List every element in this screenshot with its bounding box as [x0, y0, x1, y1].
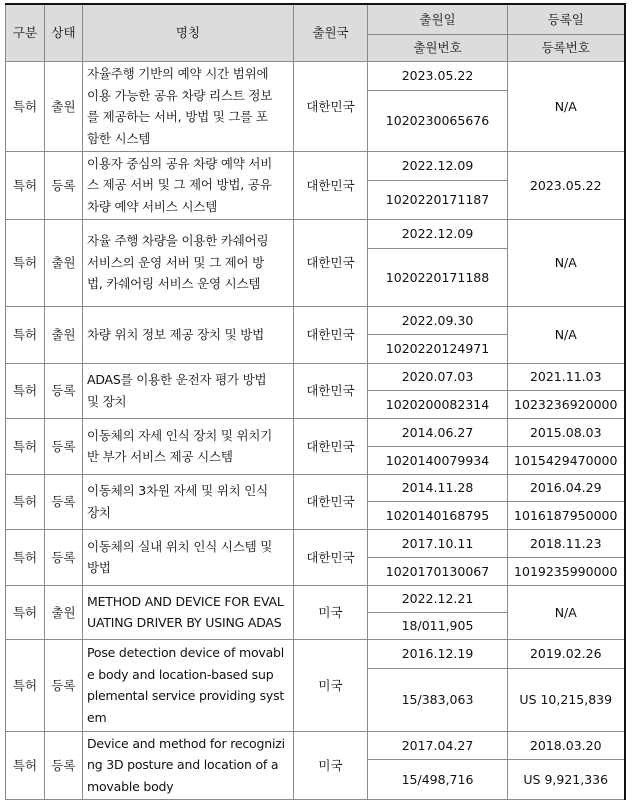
type-cell: 특허	[6, 151, 45, 219]
filing-number-cell: 15/383,063	[368, 668, 508, 731]
title-line: 차량 위치 정보 제공 장치 및 방법	[87, 326, 265, 342]
reg-number-cell: 1023236920000	[508, 390, 625, 418]
title-line: 이용자 중심의 공유 차량 예약 서비	[87, 155, 273, 171]
reg-date-cell: N/A	[508, 306, 625, 363]
header-filing-date: 출원일	[368, 4, 508, 34]
status-cell: 출원	[45, 219, 83, 306]
reg-date-cell: N/A	[508, 61, 625, 151]
reg-number-cell: 1015429470000	[508, 446, 625, 474]
title-line: 장치	[87, 504, 111, 520]
title-line: 이동체의 자세 인식 장치 및 위치기	[87, 427, 273, 443]
filing-date-cell: 2014.11.28	[368, 474, 508, 501]
country-cell: 대한민국	[294, 418, 368, 474]
title-cell	[83, 474, 294, 529]
type-cell: 특허	[6, 731, 45, 799]
type-cell: 특허	[6, 219, 45, 306]
country-cell: 미국	[294, 585, 368, 639]
country-cell: 대한민국	[294, 151, 368, 219]
title-cell	[83, 529, 294, 585]
status-cell: 출원	[45, 306, 83, 363]
header-reg-date: 등록일	[508, 4, 625, 34]
title-cell	[83, 418, 294, 474]
status-cell: 등록	[45, 529, 83, 585]
status-cell: 등록	[45, 418, 83, 474]
filing-date-cell: 2014.06.27	[368, 418, 508, 446]
table-row	[6, 474, 625, 501]
table-row	[6, 731, 625, 759]
reg-date-cell: 2023.05.22	[508, 151, 625, 219]
status-cell: 출원	[45, 61, 83, 151]
title-line: 이용 가능한 공유 차량 리스트 정보	[87, 87, 273, 103]
title-line: e body and location-based sup	[87, 666, 274, 682]
title-line: Device and method for recognizi	[87, 735, 285, 751]
header-name: 명칭	[83, 4, 294, 61]
status-cell: 등록	[45, 731, 83, 799]
table-row	[6, 585, 625, 612]
filing-date-cell: 2023.05.22	[368, 61, 508, 90]
table-row	[6, 151, 625, 180]
table-row	[6, 61, 625, 90]
header-status: 상태	[45, 4, 83, 61]
filing-number-cell: 1020200082314	[368, 390, 508, 418]
title-line: 이동체의 실내 위치 인식 시스템 및	[87, 538, 273, 554]
filing-number-cell: 1020230065676	[368, 90, 508, 151]
reg-date-cell: 2018.11.23	[508, 529, 625, 557]
title-line: 법, 카쉐어링 서비스 운영 시스템	[87, 276, 261, 292]
type-cell: 특허	[6, 61, 45, 151]
filing-date-cell: 2020.07.03	[368, 363, 508, 390]
title-line: 차량 예약 서비스 시스템	[87, 198, 218, 214]
reg-date-cell: 2015.08.03	[508, 418, 625, 446]
patent-table	[5, 3, 626, 800]
title-line: movable body	[87, 778, 174, 794]
title-cell	[83, 219, 294, 306]
title-line: 및 장치	[87, 393, 127, 409]
table-row	[6, 363, 625, 390]
reg-date-cell: 2019.02.26	[508, 639, 625, 668]
title-cell	[83, 151, 294, 219]
country-cell: 미국	[294, 639, 368, 731]
header-reg-number: 등록번호	[508, 34, 625, 61]
table-body	[6, 61, 625, 799]
title-line: 방법	[87, 560, 111, 575]
reg-number-cell: 1019235990000	[508, 557, 625, 585]
filing-date-cell: 2016.12.19	[368, 639, 508, 668]
header-filing-number: 출원번호	[368, 34, 508, 61]
title-line: 반 부가 서비스 제공 시스템	[87, 449, 233, 464]
header-type: 구분	[6, 4, 45, 61]
country-cell: 대한민국	[294, 61, 368, 151]
filing-number-cell: 15/498,716	[368, 759, 508, 799]
header-country: 출원국	[294, 4, 368, 61]
type-cell: 특허	[6, 363, 45, 418]
country-cell: 대한민국	[294, 219, 368, 306]
filing-number-cell: 18/011,905	[368, 612, 508, 639]
country-cell: 대한민국	[294, 363, 368, 418]
title-line: 를 제공하는 서버, 방법 및 그를 포	[87, 109, 268, 124]
title-cell	[83, 363, 294, 418]
status-cell: 등록	[45, 639, 83, 731]
table-row	[6, 529, 625, 557]
reg-date-cell: N/A	[508, 585, 625, 639]
type-cell: 특허	[6, 585, 45, 639]
table-row	[6, 418, 625, 446]
title-line: ng 3D posture and location of a	[87, 757, 279, 773]
title-line: 이동체의 3차원 자세 및 위치 인식	[87, 483, 268, 498]
type-cell: 특허	[6, 418, 45, 474]
title-cell	[83, 639, 294, 731]
title-line: ADAS를 이용한 운전자 평가 방법	[87, 372, 267, 387]
filing-date-cell: 2022.09.30	[368, 306, 508, 334]
status-cell: 등록	[45, 363, 83, 418]
country-cell: 대한민국	[294, 474, 368, 529]
filing-date-cell: 2017.10.11	[368, 529, 508, 557]
filing-date-cell: 2022.12.09	[368, 151, 508, 180]
title-cell	[83, 306, 294, 363]
reg-number-cell: US 10,215,839	[508, 668, 625, 731]
filing-date-cell: 2022.12.21	[368, 585, 508, 612]
status-cell: 등록	[45, 151, 83, 219]
title-line: Pose detection device of movabl	[87, 645, 285, 660]
type-cell: 특허	[6, 306, 45, 363]
title-line: 스 제공 서버 및 그 제어 방법, 공유	[87, 177, 272, 193]
filing-date-cell: 2017.04.27	[368, 731, 508, 759]
title-cell	[83, 585, 294, 639]
title-cell	[83, 731, 294, 799]
title-line: 함한 시스템	[87, 130, 151, 146]
country-cell: 대한민국	[294, 306, 368, 363]
title-line: METHOD AND DEVICE FOR EVAL	[87, 593, 284, 609]
status-cell: 등록	[45, 474, 83, 529]
reg-date-cell: 2018.03.20	[508, 731, 625, 759]
filing-number-cell: 1020220171188	[368, 248, 508, 306]
type-cell: 특허	[6, 474, 45, 529]
table-row	[6, 306, 625, 334]
filing-number-cell: 1020220124971	[368, 334, 508, 363]
table-row	[6, 219, 625, 248]
title-line: 자율 주행 차량을 이용한 카쉐어링	[87, 233, 269, 249]
filing-number-cell: 1020140168795	[368, 501, 508, 529]
filing-date-cell: 2022.12.09	[368, 219, 508, 248]
type-cell: 특허	[6, 639, 45, 731]
table-row	[6, 639, 625, 668]
reg-date-cell: N/A	[508, 219, 625, 306]
country-cell: 미국	[294, 731, 368, 799]
filing-number-cell: 1020170130067	[368, 557, 508, 585]
title-line: 자율주행 기반의 예약 시간 범위에	[87, 66, 269, 81]
title-line: UATING DRIVER BY USING ADAS	[87, 615, 282, 630]
reg-date-cell: 2021.11.03	[508, 363, 625, 390]
title-line: 서비스의 운영 서버 및 그 제어 방	[87, 254, 265, 270]
filing-number-cell: 1020140079934	[368, 446, 508, 474]
country-cell: 대한민국	[294, 529, 368, 585]
filing-number-cell: 1020220171187	[368, 180, 508, 219]
status-cell: 출원	[45, 585, 83, 639]
reg-number-cell: US 9,921,336	[508, 759, 625, 799]
type-cell: 특허	[6, 529, 45, 585]
title-line: plemental service providing syst	[87, 688, 285, 703]
title-line: em	[87, 709, 107, 725]
reg-date-cell: 2016.04.29	[508, 474, 625, 501]
title-cell	[83, 61, 294, 151]
reg-number-cell: 1016187950000	[508, 501, 625, 529]
